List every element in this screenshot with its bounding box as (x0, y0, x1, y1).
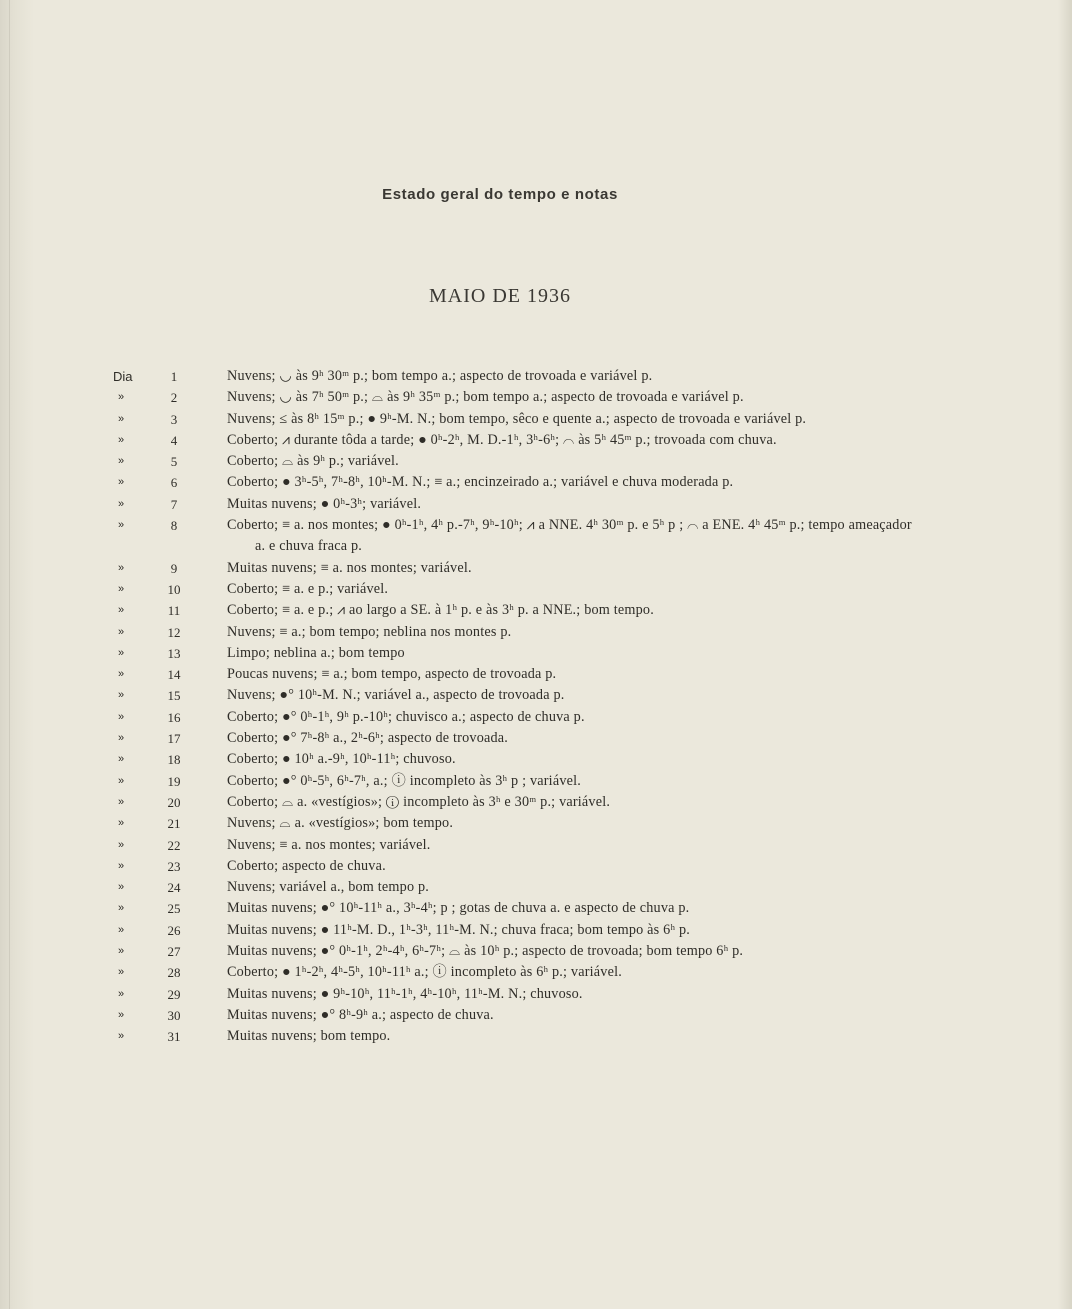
entry-text: Coberto; ≡ a. nos montes; ● 0ʰ-1ʰ, 4ʰ p.-7ʰ, 9ʰ-10ʰ; ⩘ a NNE. 4ʰ 30ᵐ p. e 5ʰ p ; ⌒ a ENE. 4ʰ 45ᵐ p.; tempo ameaçador a. e chuva fraca p. (227, 517, 912, 555)
entry-text: Coberto; ●° 0ʰ-5ʰ, 6ʰ-7ʰ, a.; ⓘ incompleto às 3ʰ p ; variável. (227, 772, 582, 789)
entry-row (0, 835, 1072, 856)
entry-row (0, 941, 1072, 962)
entry-row (0, 856, 1072, 877)
entry-row (0, 898, 1072, 919)
entry-row (0, 728, 1072, 749)
entry-row (0, 920, 1072, 941)
entry-row (0, 707, 1072, 728)
ditto-mark: » (118, 923, 125, 936)
entry-text: Coberto; ● 3ʰ-5ʰ, 7ʰ-8ʰ, 10ʰ-M. N.; ≡ a.; encinzeirado a.; variável e chuva moderada p. (227, 474, 734, 491)
entry-row (0, 430, 1072, 451)
ditto-mark: » (118, 966, 125, 979)
ditto-mark: » (118, 476, 125, 489)
entry-row (0, 877, 1072, 898)
entry-text: Coberto; ● 10ʰ a.-9ʰ, 10ʰ-11ʰ; chuvoso. (227, 751, 456, 768)
entry-row (0, 984, 1072, 1005)
entry-text: Coberto; ≡ a. e p.; variável. (227, 580, 389, 597)
day-number: 29 (167, 986, 181, 1002)
ditto-mark: » (118, 582, 125, 595)
day-column-label: Dia (113, 369, 133, 384)
ditto-mark: » (118, 774, 125, 787)
entry-text: Nuvens; ●° 10ʰ-M. N.; variável a., aspecto de trovoada p. (227, 687, 565, 704)
entry-text: Poucas nuvens; ≡ a.; bom tempo, aspecto de trovoada p. (227, 666, 557, 683)
ditto-mark: » (118, 987, 125, 1000)
day-number: 18 (167, 752, 181, 768)
entry-text: Muitas nuvens; ● 9ʰ-10ʰ, 11ʰ-1ʰ, 4ʰ-10ʰ, 11ʰ-M. N.; chuvoso. (227, 985, 583, 1002)
ditto-mark: » (118, 753, 125, 766)
entry-text: Coberto; ⌓ às 9ʰ p.; variável. (227, 453, 399, 470)
ditto-mark: » (118, 710, 125, 723)
entry-text: Coberto; ⌓ a. «vestígios»; ⓘ incompleto às 3ʰ e 30ᵐ p.; variável. (227, 793, 611, 810)
entry-text: Muitas nuvens; ●° 8ʰ-9ʰ a.; aspecto de chuva. (227, 1006, 494, 1023)
entry-text: Muitas nuvens; ● 11ʰ-M. D., 1ʰ-3ʰ, 11ʰ-M. N.; chuva fraca; bom tempo às 6ʰ p. (227, 921, 690, 938)
entry-text: Nuvens; ≡ a. nos montes; variável. (227, 836, 431, 853)
day-number: 24 (167, 880, 181, 896)
entry-text: Coberto; ● 1ʰ-2ʰ, 4ʰ-5ʰ, 10ʰ-11ʰ a.; ⓘ incompleto às 6ʰ p.; variável. (227, 964, 622, 981)
day-number: 5 (170, 454, 178, 470)
ditto-mark: » (118, 391, 125, 404)
day-number: 7 (170, 496, 178, 512)
month-year: 1936 (527, 285, 571, 307)
entry-text: Muitas nuvens; ●° 0ʰ-1ʰ, 2ʰ-4ʰ, 6ʰ-7ʰ; ⌓ às 10ʰ p.; aspecto de trovoada; bom tempo 6ʰ p. (227, 943, 744, 960)
entry-row (0, 664, 1072, 685)
ditto-mark: » (118, 668, 125, 681)
entry-row (0, 558, 1072, 579)
month-title (0, 285, 1000, 308)
ditto-mark: » (118, 497, 125, 510)
entry-text: Nuvens; ◡ às 9ʰ 30ᵐ p.; bom tempo a.; aspecto de trovoada e variável p. (227, 368, 653, 384)
ditto-mark: » (118, 412, 125, 425)
day-number: 15 (167, 688, 181, 704)
entry-row (0, 387, 1072, 408)
entry-text: Nuvens; variável a., bom tempo p. (227, 879, 430, 896)
entry-text: Coberto; ≡ a. e p.; ⩘ ao largo a SE. à 1ʰ p. e às 3ʰ p. a NNE.; bom tempo. (227, 602, 654, 619)
day-number: 8 (170, 518, 178, 534)
entry-text: Muitas nuvens; bom tempo. (227, 1028, 391, 1045)
day-number: 2 (170, 390, 178, 406)
ditto-mark: » (118, 795, 125, 808)
entry-row (0, 579, 1072, 600)
entry-row (0, 749, 1072, 770)
entry-row (0, 1005, 1072, 1026)
day-number: 12 (167, 624, 181, 640)
entry-text: Nuvens; ≤ às 8ʰ 15ᵐ p.; ● 9ʰ-M. N.; bom tempo, sêco e quente a.; aspecto de trovoada e variável p. (227, 410, 807, 427)
entry-text: Limpo; neblina a.; bom tempo (227, 644, 405, 661)
ditto-mark: » (118, 945, 125, 958)
entry-text: Coberto; aspecto de chuva. (227, 857, 386, 874)
entry-text: Coberto; ⩘ durante tôda a tarde; ● 0ʰ-2ʰ, M. D.-1ʰ, 3ʰ-6ʰ; ⌒ às 5ʰ 45ᵐ p.; trovoada com chuva. (227, 431, 777, 448)
weather-entries-list (0, 366, 1072, 1048)
entry-text: Nuvens; ⌓ a. «vestígios»; bom tempo. (227, 815, 454, 832)
day-number: 27 (167, 944, 181, 960)
day-number: 3 (170, 411, 178, 427)
ditto-mark: » (118, 689, 125, 702)
ditto-mark: » (118, 625, 125, 638)
day-number: 26 (167, 922, 181, 938)
day-number: 11 (167, 603, 181, 619)
ditto-mark: » (118, 519, 125, 532)
entry-row (0, 622, 1072, 643)
entry-row (0, 451, 1072, 472)
ditto-mark: » (118, 455, 125, 468)
entry-text: Muitas nuvens; ≡ a. nos montes; variável. (227, 559, 472, 576)
entry-row (0, 515, 1072, 558)
entry-text: Nuvens; ≡ a.; bom tempo; neblina nos montes p. (227, 623, 512, 640)
day-number: 17 (167, 731, 181, 747)
day-number: 9 (170, 560, 178, 576)
day-number: 22 (167, 837, 181, 853)
ditto-mark: » (118, 646, 125, 659)
day-number: 4 (170, 432, 178, 448)
ditto-mark: » (118, 433, 125, 446)
ditto-mark: » (118, 859, 125, 872)
entry-row (0, 813, 1072, 834)
entry-row (0, 792, 1072, 813)
ditto-mark: » (118, 902, 125, 915)
entry-row (0, 685, 1072, 706)
ditto-mark: » (118, 604, 125, 617)
ditto-mark: » (118, 1030, 125, 1043)
entry-row (0, 366, 1072, 387)
day-number: 6 (170, 475, 178, 491)
ditto-mark: » (118, 561, 125, 574)
entry-row (0, 1026, 1072, 1047)
ditto-mark: » (118, 838, 125, 851)
ditto-mark: » (118, 817, 125, 830)
entry-row (0, 643, 1072, 664)
day-number: 20 (167, 794, 181, 810)
entry-row (0, 962, 1072, 983)
month-name: MAIO DE (429, 285, 521, 307)
day-number: 13 (167, 645, 181, 661)
day-number: 28 (167, 965, 181, 981)
day-number: 31 (167, 1029, 181, 1045)
day-number: 30 (167, 1007, 181, 1023)
ditto-mark: » (118, 881, 125, 894)
entry-row (0, 600, 1072, 621)
entry-text: Coberto; ●° 0ʰ-1ʰ, 9ʰ p.-10ʰ; chuvisco a.; aspecto de chuva p. (227, 708, 585, 725)
day-number: 1 (170, 369, 178, 384)
entry-text: Coberto; ●° 7ʰ-8ʰ a., 2ʰ-6ʰ; aspecto de trovoada. (227, 730, 509, 747)
entry-text: Muitas nuvens; ● 0ʰ-3ʰ; variável. (227, 495, 422, 512)
entry-row (0, 494, 1072, 515)
day-number: 25 (167, 901, 181, 917)
day-number: 10 (167, 581, 181, 597)
day-number: 19 (167, 773, 181, 789)
section-heading: Estado geral do tempo e notas (382, 186, 618, 203)
day-number: 23 (167, 858, 181, 874)
entry-text: Nuvens; ◡ às 7ʰ 50ᵐ p.; ⌓ às 9ʰ 35ᵐ p.; bom tempo a.; aspecto de trovoada e variável p. (227, 389, 744, 406)
entry-row (0, 771, 1072, 792)
entry-row (0, 472, 1072, 493)
entry-text: Muitas nuvens; ●° 10ʰ-11ʰ a., 3ʰ-4ʰ; p ; gotas de chuva a. e aspecto de chuva p. (227, 900, 690, 917)
entry-row (0, 409, 1072, 430)
ditto-mark: » (118, 732, 125, 745)
day-number: 21 (167, 816, 181, 832)
ditto-mark: » (118, 1008, 125, 1021)
day-number: 14 (167, 667, 181, 683)
day-number: 16 (167, 709, 181, 725)
